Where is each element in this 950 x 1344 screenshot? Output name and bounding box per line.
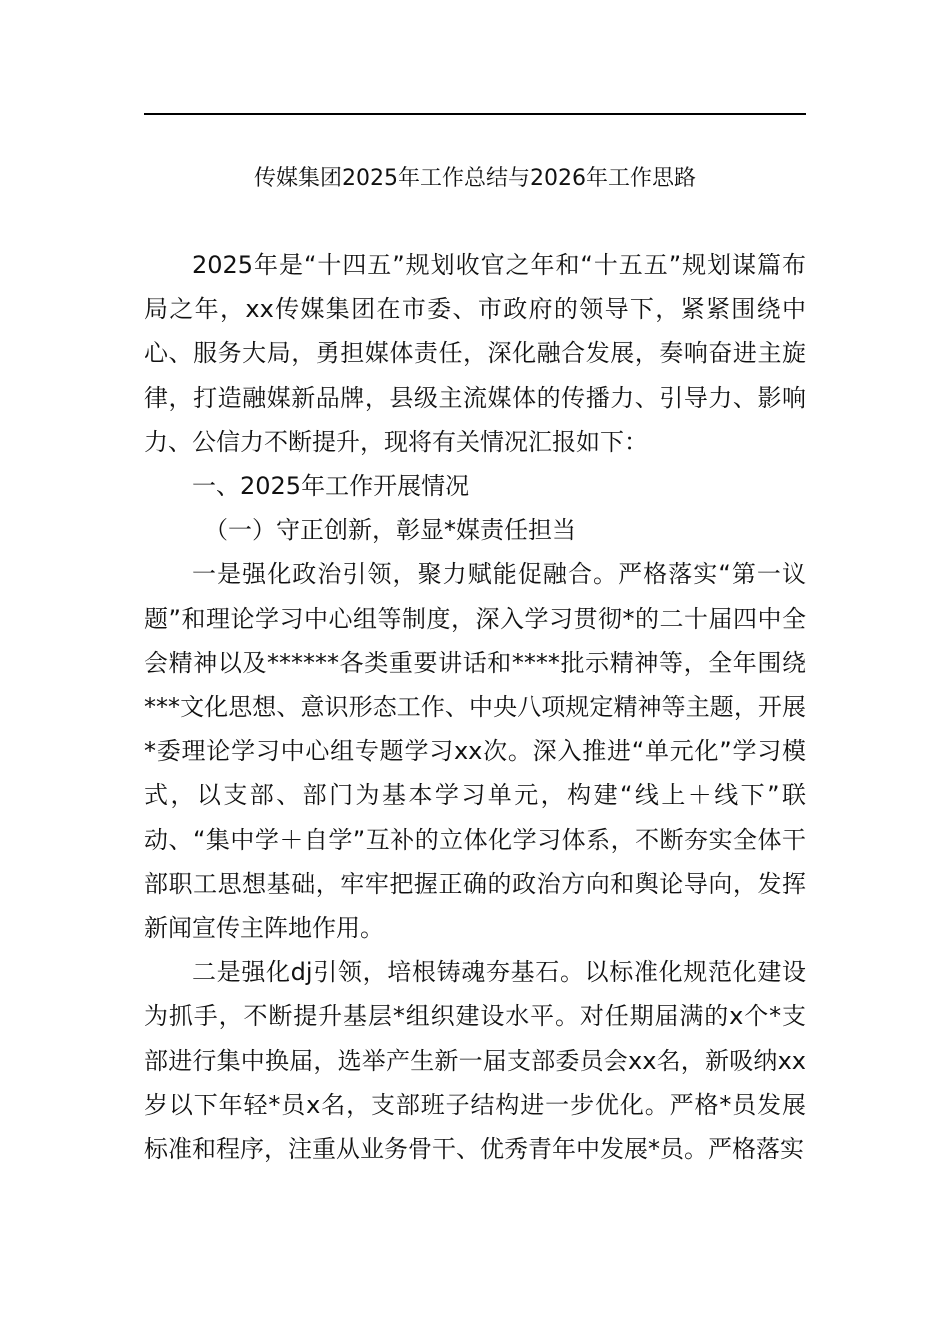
body-paragraph-2: 二是强化dj引领，培根铸魂夯基石。以标准化规范化建设为抓手，不断提升基层*组织建设水平。对任期届满的x个*支部进行集中换届，选举产生新一届支部委员会xx名，新吸纳xx岁以下年轻*员x名，支部班子结构进一步优化。严格*员发展标准和程序，注重从业务骨干、优秀青年中发展*员。严格落实 [144,958,806,1164]
document-body [144,243,806,1171]
section-heading: 一、2025年工作开展情况 [192,472,470,501]
intro-paragraph: 2025年是“十四五”规划收官之年和“十五五”规划谋篇布局之年，xx传媒集团在市委、市政府的领导下，紧紧围绕中心、服务大局，勇担媒体责任，深化融合发展，奏响奋进主旋律，打造融媒新品牌，县级主流媒体的传播力、引导力、影响力、公信力不断提升，现将有关情况汇报如下： [144,251,806,456]
subsection-heading: （一）守正创新，彰显*媒责任担当 [204,516,576,545]
body-paragraph-1: 一是强化政治引领，聚力赋能促融合。严格落实“第一议题”和理论学习中心组等制度，深入学习贯彻*的二十届四中全会精神以及******各类重要讲话和****批示精神等，全年围绕***文化思想、意识形态工作、中央八项规定精神等主题，开展*委理论学习中心组专题学习xx次。深入推进“单元化”学习模式，以支部、部门为基本学习单元，构建“线上＋线下”联动、“集中学＋自学”互补的立体化学习体系，不断夯实全体干部职工思想基础，牢牢把握正确的政治方向和舆论导向，发挥新闻宣传主阵地作用。 [144,560,806,943]
header-rule [144,113,806,115]
document-title: 传媒集团2025年工作总结与2026年工作思路 [254,166,696,191]
